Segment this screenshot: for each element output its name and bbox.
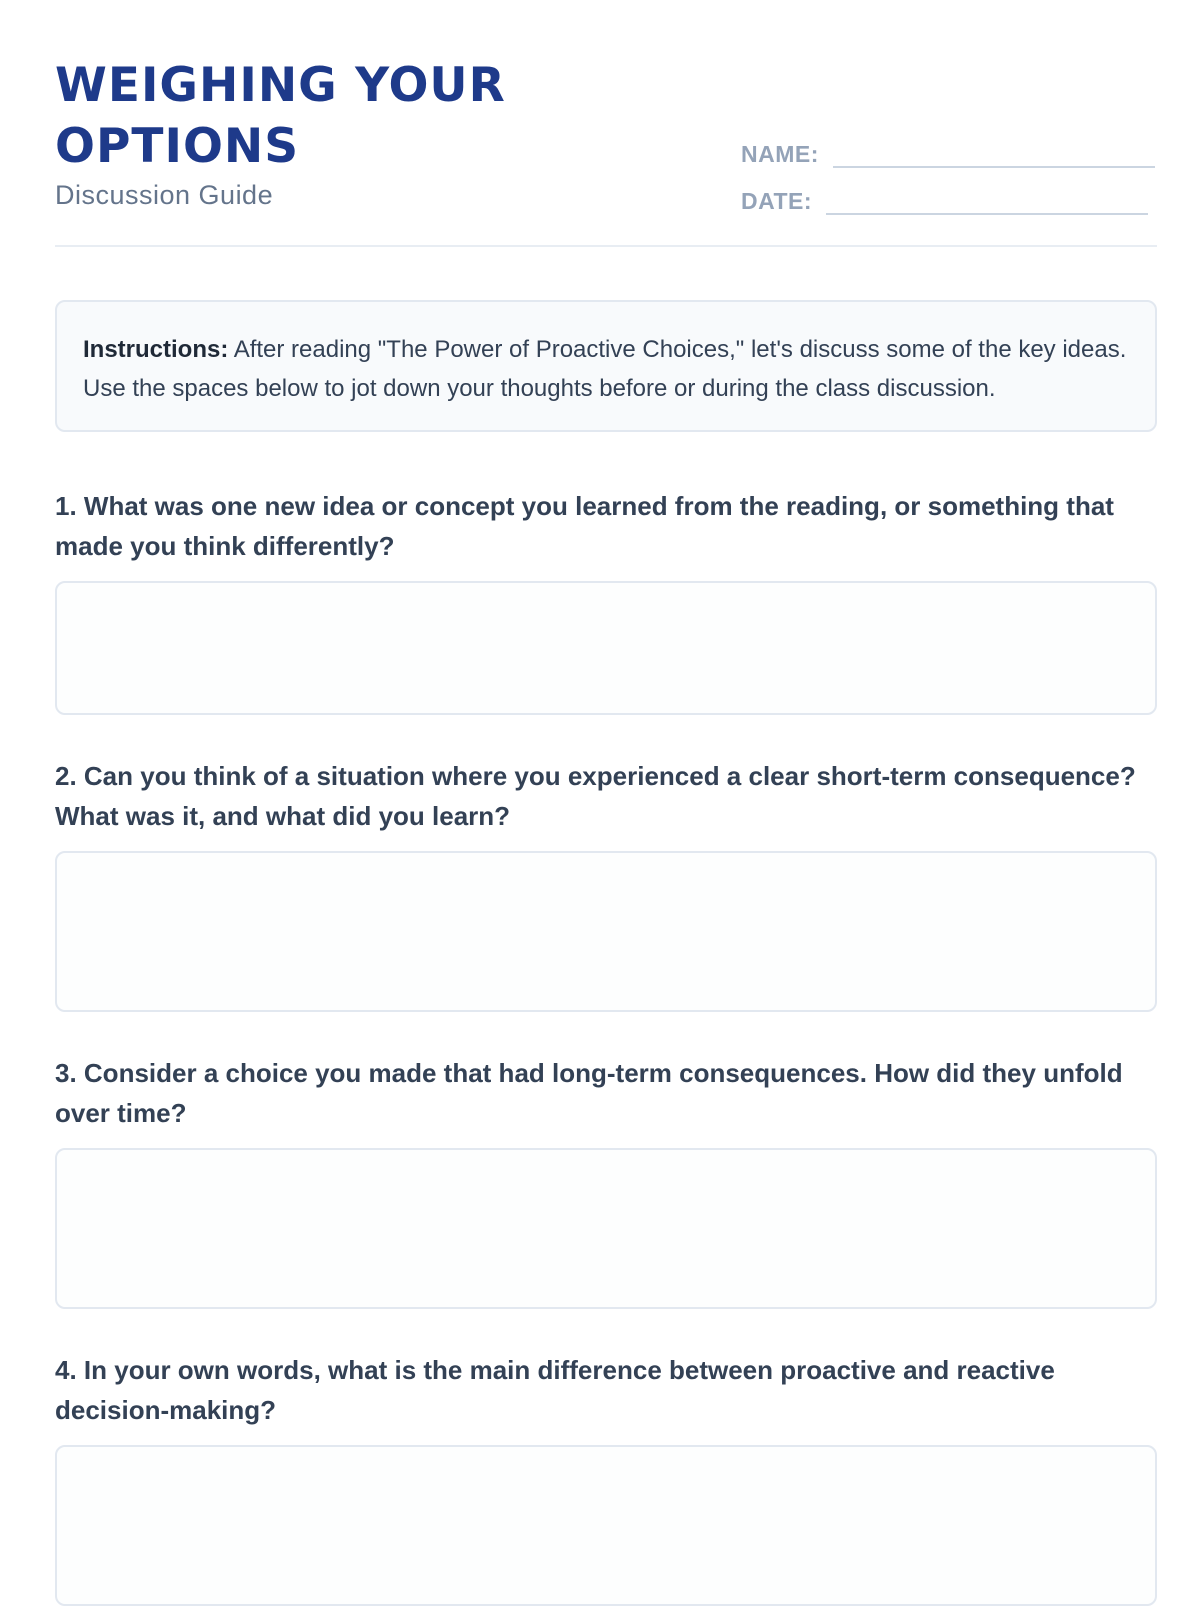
- instructions-box: [55, 300, 1157, 432]
- answer-box-3[interactable]: [55, 1148, 1157, 1309]
- answer-box-1[interactable]: [55, 581, 1157, 715]
- name-line[interactable]: [833, 166, 1155, 168]
- answer-box-2[interactable]: [55, 851, 1157, 1012]
- question-4-text: 4. In your own words, what is the main difference between proactive and reactive decision-making?: [55, 1355, 1055, 1425]
- instructions-text: After reading "The Power of Proactive Choices," let's discuss some of the key ideas. Use the spaces below to jot down your thoughts before or during the class discussion.: [83, 336, 1127, 402]
- date-label: DATE:: [741, 188, 813, 214]
- page-subtitle: Discussion Guide: [55, 180, 274, 210]
- question-1: [55, 486, 1157, 566]
- question-2: [55, 756, 1157, 836]
- name-field[interactable]: [741, 134, 1155, 168]
- question-3: [55, 1053, 1157, 1133]
- date-line[interactable]: [826, 213, 1148, 215]
- answer-box-4[interactable]: [55, 1445, 1157, 1606]
- page-title: WEIGHING YOUR OPTIONS: [55, 58, 506, 174]
- question-3-text: 3. Consider a choice you made that had long-term consequences. How did they unfold over time?: [55, 1058, 1123, 1128]
- name-label: NAME:: [741, 141, 819, 167]
- worksheet-header: [55, 55, 1157, 247]
- question-4: [55, 1350, 1157, 1430]
- instructions-lead: Instructions:: [83, 336, 229, 363]
- question-1-text: 1. What was one new idea or concept you learned from the reading, or something that made you think differently?: [55, 491, 1114, 561]
- date-field[interactable]: [741, 181, 1148, 215]
- question-2-text: 2. Can you think of a situation where you experienced a clear short-term consequence? What was it, and what did you learn?: [55, 761, 1136, 831]
